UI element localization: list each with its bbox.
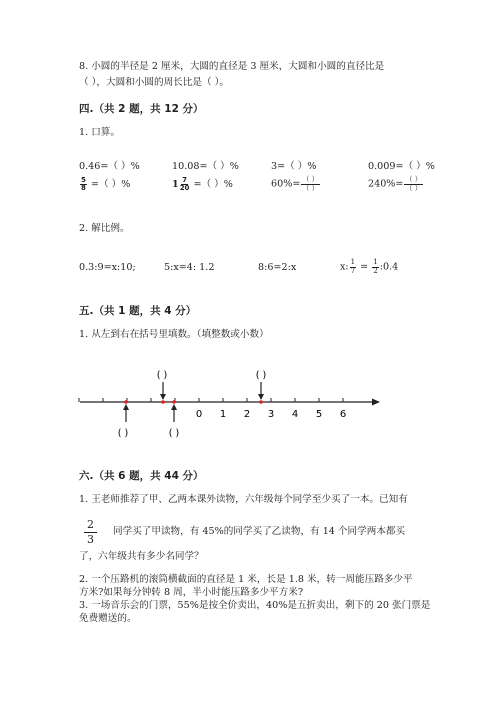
fraction-1-2: $\frac{1}{2}$: [373, 258, 378, 275]
ratio-c2: 5:x=4: 1.2: [164, 262, 215, 273]
tick-label: 0: [195, 409, 203, 420]
calc-r1-c2: 10.08=（ ）%: [172, 161, 239, 172]
fraction-blank: $\frac{( )}{( )}$: [302, 175, 319, 192]
s6-q1-line2: 同学买了甲读物，有 45%的同学买了乙读物，有 14 个同学两本都买: [113, 526, 406, 537]
tick-label-group: [196, 409, 346, 420]
number-line-point: [124, 400, 128, 404]
number-line-point: [172, 400, 176, 404]
section6-heading: 六.（共 6 题，共 44 分）: [79, 470, 204, 482]
q8-line2: （ ），大圆和小圆的周长比是（ ）。: [79, 77, 229, 88]
s6-q1-line1: 1. 王老师推荐了甲、乙两本课外读物，六年级每个同学至少买了一本。已知有: [79, 494, 408, 505]
calc-r2-c2: 1 $\frac{7}{20}$ =（ ）%: [172, 175, 233, 192]
number-line: [0, 360, 500, 450]
q8-line1: 8. 小圆的半径是 2 厘米，大圆的直径是 3 厘米，大圆和小圆的直径比是: [79, 61, 385, 72]
section4-q2-title: 2. 解比例。: [79, 223, 130, 234]
tick-label: 1: [219, 409, 227, 420]
tick-label: 6: [339, 409, 347, 420]
s6-q3-line1: 3. 一场音乐会的门票，55%是按全价卖出，40%是五折卖出，剩下的 20 张门票是: [79, 600, 431, 611]
arrow-bottom-right-head: [171, 404, 177, 410]
section4-heading: 四.（共 2 题，共 12 分）: [79, 103, 204, 115]
s6-q1-fraction: 2 3: [84, 518, 97, 547]
calc-r2-c1: $\frac{5}{8}$ =（ ）%: [81, 175, 131, 192]
fraction-5-8: $\frac{5}{8}$: [81, 175, 86, 192]
tick-group: [79, 398, 343, 402]
s6-q3-line2: 免费赠送的。: [79, 613, 137, 624]
s6-q1-line3: 了，六年级共有多少名同学？: [79, 551, 204, 562]
calc-r1-c3: 3=（ ）%: [271, 161, 317, 172]
calc-r1-c4: 0.009=（ ）%: [368, 161, 435, 172]
fraction-blank: $\frac{( )}{( )}$: [405, 175, 422, 192]
section5-heading: 五.（共 1 题，共 4 分）: [79, 305, 197, 317]
calc-r1-c1: 0.46=（ ）%: [79, 161, 140, 172]
tick-label: 4: [291, 409, 299, 420]
bracket-top-right: ( ): [255, 370, 267, 381]
bracket-top-left: ( ): [156, 370, 168, 381]
calc-r2-c3: 60%= $\frac{( )}{( )}$: [271, 175, 319, 192]
bracket-bottom-right: ( ): [168, 428, 180, 439]
fraction-7-20: $\frac{7}{20}$: [179, 175, 190, 192]
arrow-top-left-head: [160, 394, 166, 400]
tick-label: 2: [243, 409, 251, 420]
tick-label: 5: [315, 409, 323, 420]
calc-r2-c4: 240%= $\frac{( )}{( )}$: [368, 175, 422, 192]
number-line-point: [161, 400, 165, 404]
arrow-top-right-head: [258, 394, 264, 400]
tick-label: 3: [267, 409, 275, 420]
bracket-bottom-left: ( ): [117, 428, 129, 439]
section5-q1-text: 1. 从左到右在括号里填数。（填整数或小数）: [79, 329, 269, 340]
s6-q2-line2: 方米?如果每分钟转 8 周，半小时能压路多少平方米?: [79, 587, 303, 598]
ratio-c3: 8:6=2:x: [258, 262, 297, 273]
number-line-arrowhead: [372, 399, 380, 406]
ratio-c4: x: $\frac{1}{7}$ = $\frac{1}{2}$ :0.4: [340, 258, 399, 275]
arrow-bottom-left-head: [123, 404, 129, 410]
fraction-1-7: $\frac{1}{7}$: [350, 258, 356, 275]
section4-q1-title: 1. 口算。: [79, 127, 120, 138]
s6-q2-line1: 2. 一个压路机的滚筒横截面的直径是 1 米，长是 1.8 米，转一周能压路多少平: [79, 574, 413, 585]
number-line-point: [259, 400, 263, 404]
ratio-c1: 0.3:9=x:10;: [79, 262, 136, 273]
